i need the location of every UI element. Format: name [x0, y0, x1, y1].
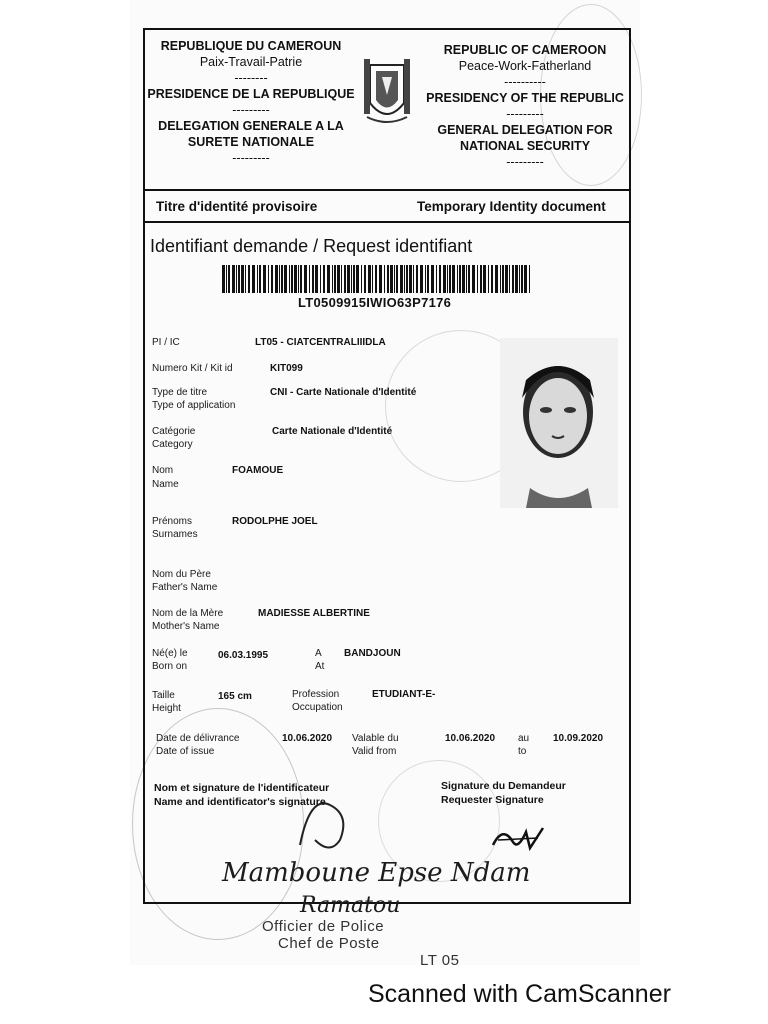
header-left-line: DELEGATION GENERALE A LA: [158, 119, 344, 133]
issue-date-value: 10.06.2020: [282, 733, 333, 744]
barcode-bar: [436, 265, 437, 293]
barcode-bar: [222, 265, 225, 293]
occupation-value: ETUDIANT-E-: [372, 689, 436, 700]
barcode-bar: [279, 265, 280, 293]
barcode-bar: [304, 265, 307, 293]
header-left-line: SURETE NATIONALE: [187, 135, 315, 149]
type-value: CNI - Carte Nationale d'Identité: [270, 387, 417, 398]
barcode-bar: [232, 265, 235, 293]
barcode-bar: [347, 265, 350, 293]
father-label-en: Father's Name: [152, 582, 218, 593]
handwritten-name-2: Ramatou: [300, 893, 401, 918]
barcode-bar: [379, 265, 382, 293]
issue-date-label-fr: Date de délivrance: [156, 733, 240, 744]
name-label-en: Name: [152, 479, 179, 490]
header-right-line: Peace-Work-Fatherland: [458, 59, 592, 73]
barcode-bar: [472, 265, 475, 293]
handwritten-name-1: Mamboune Epse Ndam: [222, 858, 531, 888]
applicant-photo: [500, 338, 618, 508]
barcode-bar: [404, 265, 405, 293]
divider-title: [143, 221, 631, 223]
height-value: 165 cm: [218, 691, 252, 702]
valid-from-label-en: Valid from: [352, 746, 397, 757]
scanner-watermark: Scanned with CamScanner: [368, 980, 671, 1008]
barcode-bar: [259, 265, 261, 293]
valid-from-value: 10.06.2020: [445, 733, 496, 744]
kit-label: Numero Kit / Kit id: [152, 363, 233, 374]
barcode-bar: [263, 265, 266, 293]
barcode-bar: [341, 265, 342, 293]
name-label-fr: Nom: [152, 465, 174, 476]
barcode-bar: [252, 265, 255, 293]
barcode-bar: [500, 265, 501, 293]
header-left: [146, 38, 356, 166]
barcode-bar: [238, 265, 240, 293]
requester-label-en: Requester Signature: [441, 794, 544, 806]
barcode-bar: [466, 265, 467, 293]
barcode-bar: [284, 265, 287, 293]
barcode-bar: [320, 265, 321, 293]
name-value: FOAMOUE: [232, 465, 284, 476]
stamp-officer: Officier de Police: [262, 918, 385, 935]
barcode-bar: [372, 265, 373, 293]
barcode-bar: [323, 265, 325, 293]
barcode-bar: [344, 265, 346, 293]
barcode-bar: [361, 265, 362, 293]
barcode-bar: [275, 265, 278, 293]
header-right-line: PRESIDENCY OF THE REPUBLIC: [426, 91, 624, 105]
identificator-label-en: Name and identificator's signature: [154, 796, 326, 808]
barcode-bar: [396, 265, 398, 293]
barcode-bar: [400, 265, 403, 293]
type-label-fr: Type de titre: [152, 387, 208, 398]
header-right-line: NATIONAL SECURITY: [459, 139, 591, 153]
barcode: [222, 265, 532, 293]
barcode-bar: [406, 265, 408, 293]
barcode-bar: [291, 265, 293, 293]
category-value: Carte Nationale d'Identité: [272, 426, 393, 437]
barcode-bar: [468, 265, 470, 293]
father-label-fr: Nom du Père: [152, 569, 211, 580]
mother-label-fr: Nom de la Mère: [152, 608, 224, 619]
requester-signature: [488, 820, 548, 855]
born-at-label-fr: A: [315, 648, 322, 659]
header-right-line: ---------: [506, 155, 544, 169]
barcode-bar: [495, 265, 498, 293]
barcode-bar: [289, 265, 290, 293]
barcode-bar: [505, 265, 508, 293]
height-label-fr: Taille: [152, 690, 175, 701]
barcode-bar: [281, 265, 283, 293]
firstnames-label-fr: Prénoms: [152, 516, 193, 527]
born-on-value: 06.03.1995: [218, 650, 269, 661]
barcode-bar: [268, 265, 269, 293]
barcode-bar: [353, 265, 355, 293]
doc-title-en: Temporary Identity document: [417, 199, 606, 214]
portrait-silhouette: [500, 338, 618, 508]
barcode-text: LT0509915IWIO63P7176: [298, 295, 452, 310]
identificator-label-fr: Nom et signature de l'identificateur: [154, 782, 330, 794]
barcode-bar: [529, 265, 530, 293]
barcode-bar: [480, 265, 482, 293]
barcode-bar: [439, 265, 441, 293]
barcode-bar: [298, 265, 299, 293]
barcode-bar: [457, 265, 458, 293]
barcode-bar: [257, 265, 258, 293]
barcode-bar: [236, 265, 237, 293]
barcode-bar: [425, 265, 426, 293]
mother-value: MADIESSE ALBERTINE: [258, 608, 370, 619]
barcode-bar: [327, 265, 330, 293]
header-right-line: GENERAL DELEGATION FOR: [437, 123, 613, 137]
header-left-line: Paix-Travail-Patrie: [199, 55, 303, 69]
doc-title-fr: Titre d'identité provisoire: [156, 199, 318, 214]
stamp-post-chief: Chef de Poste: [278, 935, 380, 952]
pi-label: PI / IC: [152, 337, 180, 348]
header-left-line: --------: [234, 71, 268, 85]
requester-label-fr: Signature du Demandeur: [441, 780, 566, 792]
barcode-bar: [447, 265, 448, 293]
barcode-bar: [334, 265, 336, 293]
barcode-bar: [364, 265, 366, 293]
type-label-en: Type of application: [152, 400, 236, 411]
header-right-line: REPUBLIC OF CAMEROON: [443, 43, 607, 57]
barcode-bar: [452, 265, 455, 293]
barcode-bar: [519, 265, 520, 293]
mother-label-en: Mother's Name: [152, 621, 220, 632]
barcode-bar: [309, 265, 310, 293]
barcode-bar: [488, 265, 489, 293]
barcode-bar: [315, 265, 318, 293]
barcode-bar: [248, 265, 250, 293]
born-at-value: BANDJOUN: [344, 648, 401, 659]
kit-value: KIT099: [270, 363, 303, 374]
header-left-line: ---------: [232, 151, 270, 165]
header-right: [422, 42, 628, 170]
barcode-bar: [483, 265, 486, 293]
barcode-bar: [521, 265, 523, 293]
barcode-bar: [443, 265, 446, 293]
occupation-label-en: Occupation: [292, 702, 343, 713]
barcode-bar: [509, 265, 510, 293]
barcode-bar: [413, 265, 414, 293]
born-on-label-en: Born on: [152, 661, 188, 672]
pi-value: LT05 - CIATCENTRALIIIDLA: [255, 337, 386, 348]
valid-to-label-en: to: [518, 746, 527, 757]
barcode-bar: [515, 265, 518, 293]
category-label-en: Category: [152, 439, 193, 450]
barcode-bar: [477, 265, 478, 293]
barcode-bar: [409, 265, 412, 293]
barcode-bar: [387, 265, 389, 293]
barcode-bar: [394, 265, 395, 293]
barcode-bar: [300, 265, 302, 293]
barcode-bar: [491, 265, 493, 293]
barcode-bar: [375, 265, 377, 293]
header-left-line: ---------: [232, 103, 270, 117]
header-left-line: PRESIDENCE DE LA REPUBLIQUE: [147, 87, 355, 101]
header-right-line: ---------: [506, 107, 544, 121]
height-label-en: Height: [152, 703, 181, 714]
barcode-bar: [332, 265, 333, 293]
occupation-label-fr: Profession: [292, 689, 340, 700]
divider-header: [143, 189, 631, 191]
barcode-bar: [449, 265, 451, 293]
header-left-line: REPUBLIQUE DU CAMEROUN: [160, 39, 342, 53]
identificator-signature: [290, 785, 360, 855]
barcode-bar: [416, 265, 418, 293]
issue-date-label-en: Date of issue: [156, 746, 215, 757]
firstnames-label-en: Surnames: [152, 529, 198, 540]
barcode-bar: [502, 265, 504, 293]
barcode-bar: [524, 265, 527, 293]
category-label-fr: Catégorie: [152, 426, 196, 437]
barcode-bar: [384, 265, 385, 293]
barcode-bar: [226, 265, 227, 293]
barcode-bar: [427, 265, 429, 293]
barcode-bar: [368, 265, 371, 293]
barcode-bar: [271, 265, 273, 293]
barcode-bar: [356, 265, 359, 293]
barcode-bar: [228, 265, 230, 293]
barcode-bar: [312, 265, 314, 293]
born-on-label-fr: Né(e) le: [152, 648, 188, 659]
valid-to-value: 10.09.2020: [553, 733, 604, 744]
barcode-bar: [294, 265, 297, 293]
valid-from-label-fr: Valable du: [352, 733, 399, 744]
born-at-label-en: At: [315, 661, 325, 672]
coat-of-arms-emblem: [362, 55, 412, 130]
barcode-bar: [390, 265, 393, 293]
barcode-bar: [245, 265, 246, 293]
barcode-bar: [337, 265, 340, 293]
barcode-bar: [351, 265, 352, 293]
valid-to-label-fr: au: [518, 733, 530, 744]
stamp-station: LT 05: [420, 952, 460, 969]
barcode-bar: [459, 265, 461, 293]
header-right-line: ----------: [504, 75, 546, 89]
firstnames-value: RODOLPHE JOEL: [232, 516, 318, 527]
barcode-bar: [241, 265, 244, 293]
barcode-bar: [431, 265, 434, 293]
request-heading: Identifiant demande / Request identifiant: [150, 236, 473, 256]
barcode-bar: [420, 265, 423, 293]
barcode-bar: [462, 265, 465, 293]
barcode-bar: [512, 265, 514, 293]
